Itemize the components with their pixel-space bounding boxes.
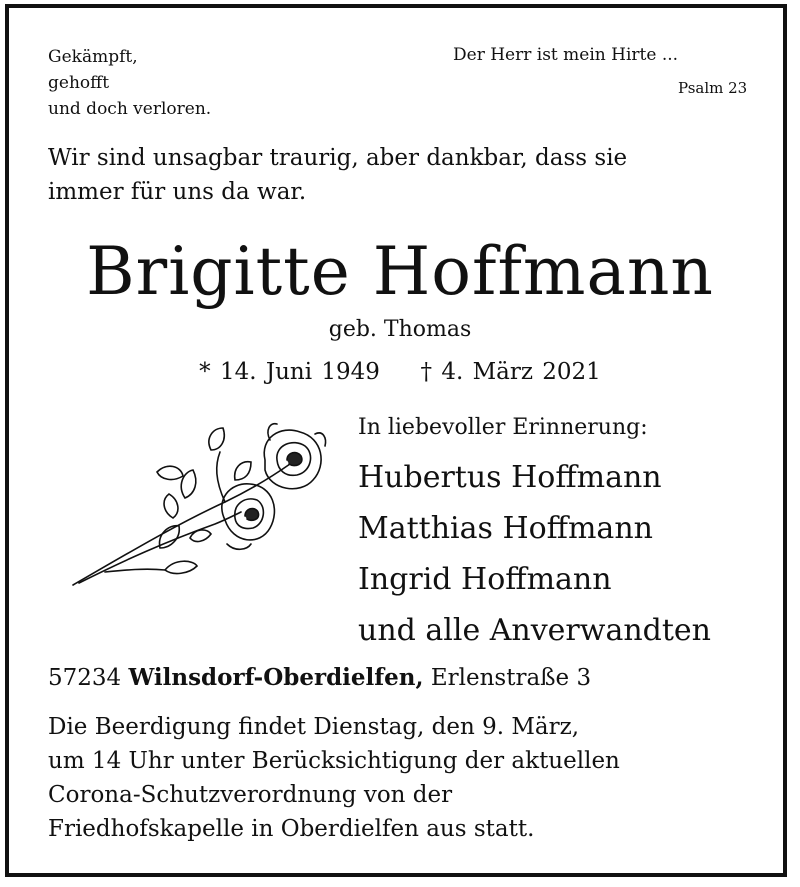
funeral-notice [48,710,620,846]
rose-stem [217,452,225,502]
quote-left [48,44,211,122]
leaf [164,494,178,518]
place-name: Wilnsdorf-Oberdielfen, [128,664,424,691]
mourners-heading: In liebevoller Erinnerung: [358,415,648,440]
mourner-name: Hubertus Hoffmann [358,460,662,495]
death-date: † 4. März 2021 [420,359,601,385]
life-dates [0,359,800,385]
rose-bloom [222,484,275,549]
intro-text [48,141,627,209]
leaf [235,462,251,480]
mourner-name: Matthias Hoffmann [358,511,653,546]
postcode: 57234 [48,665,122,691]
quote-left-line: und doch verloren. [48,99,212,119]
rose-stem [105,569,165,572]
funeral-line: Friedhofskapelle in Oberdielfen aus statt. [48,816,535,842]
mourners-list [358,452,711,656]
leaf [157,466,183,479]
mourner-name: Ingrid Hoffmann [358,562,612,597]
funeral-line: Corona-Schutzverordnung von der [48,782,453,808]
birth-date: * 14. Juni 1949 [199,359,380,385]
rose-bloom [264,424,325,489]
funeral-line: Die Beerdigung findet Dienstag, den 9. März, [48,714,580,740]
intro-line: immer für uns da war. [48,179,307,205]
leaf [165,561,197,573]
quote-left-line: gehofft [48,73,110,93]
psalm-quote: Der Herr ist mein Hirte ... [453,45,679,65]
leaf [181,470,196,498]
street: Erlenstraße 3 [430,665,592,691]
maiden-name: geb. Thomas [328,317,472,342]
psalm-source: Psalm 23 [678,79,748,97]
address-line [48,664,591,691]
quote-left-line: Gekämpft, [48,47,138,67]
funeral-line: um 14 Uhr unter Berücksichtigung der aktuellen [48,748,620,774]
roses-illustration-icon [65,420,335,600]
bud [209,428,224,450]
deceased-name: Brigitte Hoffmann [86,233,714,310]
mourner-name: und alle Anverwandten [358,613,711,648]
intro-line: Wir sind unsagbar traurig, aber dankbar, dass sie [48,145,628,171]
